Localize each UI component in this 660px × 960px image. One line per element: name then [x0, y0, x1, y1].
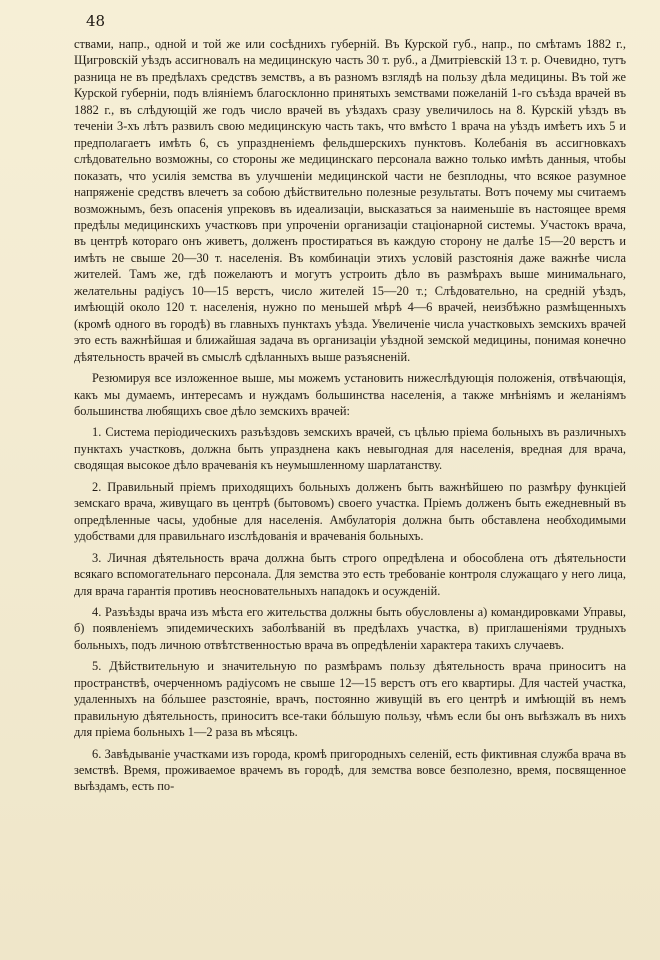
body-text — [74, 36, 626, 800]
paragraph-point-4: 4. Разъѣзды врача изъ мѣста его жительства должны быть обусловлены а) командировками Управы, б) появленіемъ эпидемическихъ заболѣваній въ предѣлахъ участка, в) приглашеніями трудныхъ больныхъ, подъ личною отвѣтственностью врача въ опредѣленіи характера такихъ случаевъ. — [74, 604, 626, 652]
paragraph-point-6: 6. Завѣдываніе участками изъ города, кромѣ пригородныхъ селеній, есть фиктивная служба врача въ земствѣ. Время, проживаемое врачемъ въ городѣ, для земства вовсе безполезно, время, посвященное выѣздамъ, есть по- — [74, 746, 626, 794]
paragraph-point-2: 2. Правильный пріемъ приходящихъ больныхъ долженъ быть важнѣйшею по размѣру функціей земскаго врача, живущаго въ центрѣ (бытовомъ) своего участка. Пріемъ долженъ быть ежедневный въ опредѣленные часы, удобные для населенія. Амбулаторія должна быть обставлена необходимыми удобствами для правильнаго изслѣдованія и врачеванія больныхъ. — [74, 479, 626, 544]
page-number: 48 — [86, 12, 106, 30]
paragraph-point-5: 5. Дѣйствительную и значительную по размѣрамъ пользу дѣятельность врача приноситъ на пространствѣ, очерченномъ радіусомъ не свыше 12—15 верстъ отъ его квартиры. Для частей участка, удаленныхъ на бóльшее разстояніе, врачъ, постоянно живущій въ его центрѣ и имѣющій въ немъ правильную дѣятельность, приноситъ все-таки бóльшую пользу, чѣмъ если бы онъ выѣзжалъ въ нихъ для пріема больныхъ 1—2 раза въ мѣсяцъ. — [74, 659, 626, 740]
paragraph-point-1: 1. Система періодическихъ разъѣздовъ земскихъ врачей, съ цѣлью пріема больныхъ въ различныхъ пунктахъ участковъ, должна быть упразднена какъ невыгодная для населенія, вредная для врача, сводящая высокое дѣло врачеванія къ неумышленному шарлатанству. — [74, 425, 626, 473]
paragraph-point-3: 3. Личная дѣятельность врача должна быть строго опредѣлена и обособлена отъ дѣятельности всякаго вспомогательнаго персонала. Для земства это есть требованіе контроля служащаго у него лица, для врача гарантія противъ неосновательныхъ нападокъ и осужденій. — [74, 550, 626, 598]
paragraph-summary-intro: Резюмируя все изложенное выше, мы можемъ установить нижеслѣдующія положенія, отвѣчающія, какъ мы думаемъ, интересамъ и нуждамъ большинства населенія, а также мнѣніямъ и желаніямъ большинства любящихъ свое дѣло земскихъ врачей: — [74, 371, 626, 418]
paragraph-continuation: ствами, напр., одной и той же или сосѣднихъ губерній. Въ Курской губ., напр., по смѣтамъ 1882 г., Щигровскій уѣздъ ассигновалъ на медицинскую часть 30 т. руб., а Дмитріевскій 13 т. р. Очевидно, тутъ разница не въ предѣлахъ средствъ земствъ, а въ разномъ взглядѣ на пользу дѣла медицины. Въ той же Курской губерніи, подъ вліяніемъ благосклонно принятыхъ земствами пожеланій 1-го съѣзда врачей въ 1882 г., въ слѣдующій же годъ число врачей въ уѣздахъ сразу увеличилось на 8. Курскій уѣздъ въ теченіи 3-хъ лѣтъ развилъ свою медицинскую часть такъ, что вмѣсто 1 врача на уѣздъ имѣетъ ихъ 5 и предполагаетъ имѣть 6, съ упраздненіемъ фельдшерскихъ пунктовъ. Колебанія въ ассигновкахъ слѣдовательно возможны, со стороны же медицинскаго персонала важно только имѣть данныя, чтобы показать, что усилія земства въ улучшеніи медицинской части не безплодны, что всякое разумное напряженіе средствъ влечетъ за собою дѣйствительно полезные результаты. Вотъ почему мы считаемъ возможнымъ, безъ опасенія упрековъ въ идеализаціи, высказаться за наименьшіе въ настоящее время предѣлы медицинскихъ участковъ при упроченіи организаціи стаціонарной системы. Участокъ врача, въ центрѣ котораго онъ живетъ, долженъ простираться въ каждую сторону не далѣе 15—20 верстъ и имѣть не свыше 20—30 т. населенія. Въ комбинаціи этихъ условій разстоянія даже важнѣе числа жителей. Тамъ же, гдѣ пожелаютъ и могутъ устроить дѣло въ размѣрахъ выше минимальнаго, желательны радіусъ 10—15 верстъ, число жителей 15—20 т.; Слѣдовательно, на средній уѣздъ, имѣющій около 120 т. населенія, нужно по меньшей мѣрѣ 4—6 врачей, неизбѣжно размѣщенныхъ (кромѣ одного въ городѣ) въ главныхъ пунктахъ уѣзда. Увеличеніе числа участковыхъ земскихъ врачей это есть важнѣйшая и ближайшая задача въ организаціи уѣздной земской медицины, понимая конечно дѣятельность врачей въ смыслѣ сдѣланныхъ выше разъясненій. — [74, 37, 626, 364]
